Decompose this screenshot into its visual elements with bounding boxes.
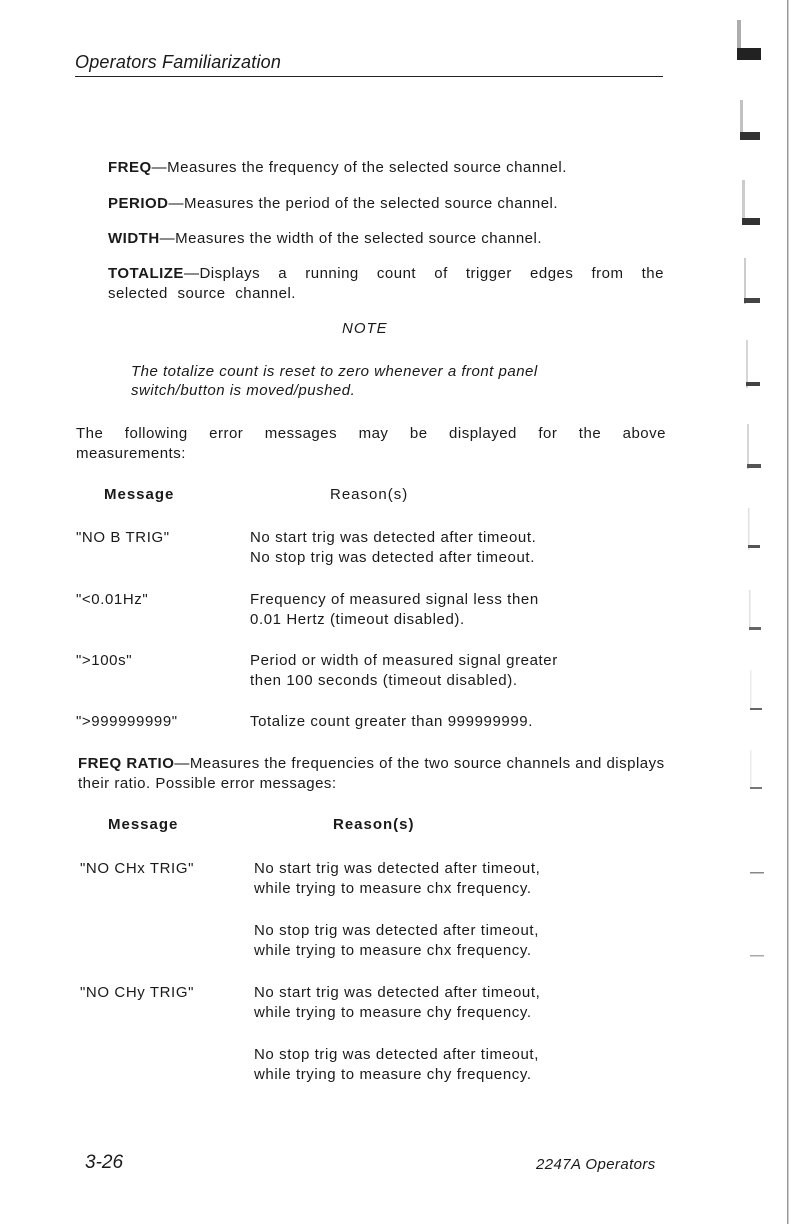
table1-reason-line: Period or width of measured signal greater — [250, 652, 558, 669]
table2-reason-line: No start trig was detected after timeout, — [254, 984, 541, 1001]
definition-text: Measures the frequencies of the two source channels and displays their ratio. Possible error messages: — [78, 755, 665, 792]
note-text: The totalize count is reset to zero whenever a front panel switch/button is moved/pushed. — [131, 363, 538, 399]
definition-text: Measures the width of the selected source channel. — [175, 230, 543, 247]
running-header: Operators Familiarization — [75, 52, 282, 72]
intro-paragraph: The following error messages may be displayed for the above measurements: — [76, 425, 666, 462]
definition-width: WIDTH—Measures the width of the selected source channel. — [108, 230, 543, 247]
manual-title: 2247A Operators — [536, 1156, 656, 1173]
page-number: 3-26 — [85, 1152, 124, 1173]
table2-reason-line: while trying to measure chy frequency. — [254, 1004, 532, 1021]
table2-reason-line: while trying to measure chx frequency. — [254, 942, 532, 959]
table2-reason-line: No stop trig was detected after timeout, — [254, 922, 539, 939]
table2-message: "NO CHx TRIG" — [80, 860, 195, 877]
table1-reason-line: Frequency of measured signal less then — [250, 591, 539, 608]
table2-reason-line: No start trig was detected after timeout, — [254, 860, 541, 877]
table1-message: "<0.01Hz" — [76, 591, 149, 608]
table1-reason-line: then 100 seconds (timeout disabled). — [250, 672, 518, 689]
table1-message: "NO B TRIG" — [76, 529, 170, 546]
table2-header-reason: Reason(s) — [333, 816, 415, 833]
table1-header-message: Message — [104, 486, 175, 503]
definition-term: FREQ — [108, 159, 152, 176]
definition-term: WIDTH — [108, 230, 160, 247]
definition-text: Measures the period of the selected source channel. — [184, 195, 559, 212]
table2-header-message: Message — [108, 816, 179, 833]
table2-message: "NO CHy TRIG" — [80, 984, 195, 1001]
definition-totalize: TOTALIZE—Displays a running count of trigger edges from the selected source channel. — [108, 265, 664, 302]
definition-freq-ratio: FREQ RATIO—Measures the frequencies of the two source channels and displays their ratio. Possible error messages: — [78, 755, 665, 792]
table1-reason-line: No start trig was detected after timeout. — [250, 529, 537, 546]
table1-message: ">100s" — [76, 652, 133, 669]
scan-edge-marks — [730, 0, 795, 1224]
table1-header-reason: Reason(s) — [330, 486, 409, 503]
definition-term: TOTALIZE — [108, 265, 184, 282]
table1-message: ">999999999" — [76, 713, 178, 730]
table1-reason-line: Totalize count greater than 999999999. — [250, 713, 533, 730]
definition-freq: FREQ—Measures the frequency of the selected source channel. — [108, 159, 567, 176]
definition-text: Measures the frequency of the selected source channel. — [167, 159, 567, 176]
definition-term: FREQ RATIO — [78, 755, 175, 772]
header-rule — [75, 76, 663, 77]
table1-reason-line: No stop trig was detected after timeout. — [250, 549, 535, 566]
table2-reason-line: while trying to measure chx frequency. — [254, 880, 532, 897]
definition-term: PERIOD — [108, 195, 169, 212]
table2-reason-line: No stop trig was detected after timeout, — [254, 1046, 539, 1063]
table2-reason-line: while trying to measure chy frequency. — [254, 1066, 532, 1083]
note-title: NOTE — [342, 320, 388, 337]
table1-reason-line: 0.01 Hertz (timeout disabled). — [250, 611, 465, 628]
definition-period: PERIOD—Measures the period of the selected source channel. — [108, 195, 559, 212]
definition-text: Displays a running count of trigger edges from the selected source channel. — [108, 265, 664, 302]
